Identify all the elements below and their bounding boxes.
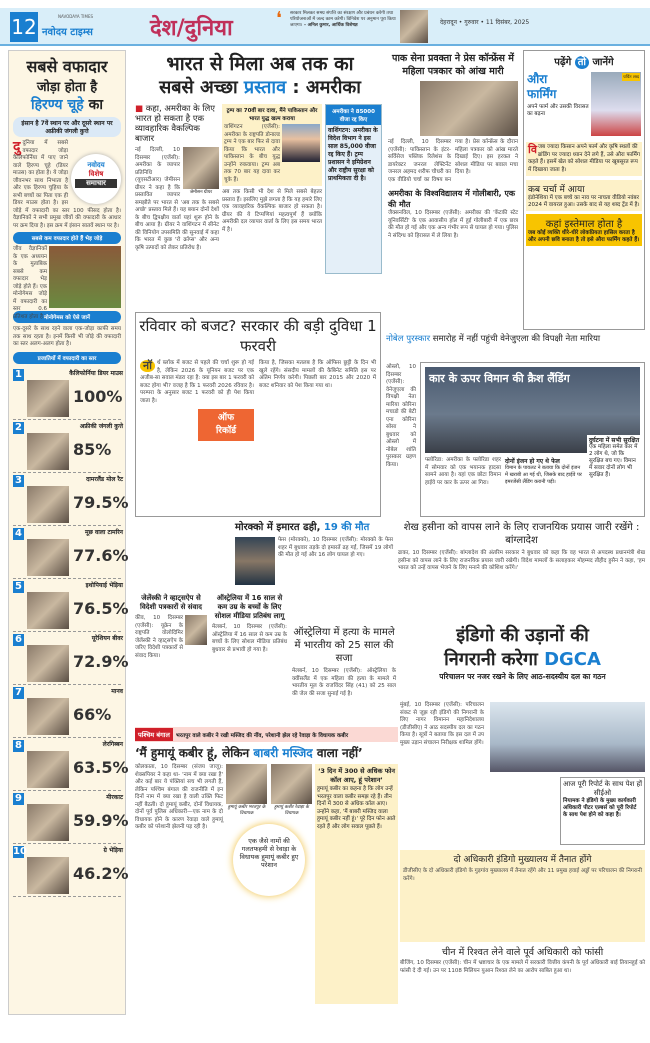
rank-name: अफ्रीकी जंगली कुत्ते <box>79 422 123 430</box>
rank-name: इथोपियाई भेड़िया <box>85 581 123 589</box>
rank-item <box>13 685 121 738</box>
rank-item <box>13 738 129 791</box>
budget-box <box>135 312 381 517</box>
indigo-headline-2: निगरानी करेगा DGCA <box>444 649 601 670</box>
crash-sub-text: विमान के पायलट ने बताया कि दोनों इंजन में खराबी आ गई थी, जिसके बाद हाईवे पर इमरजेंसी लैंडिंग करानी पड़ी। <box>505 465 582 485</box>
greer-figure <box>183 147 219 195</box>
hasina-story <box>398 521 645 621</box>
zelensky-story <box>135 594 207 722</box>
author-photo <box>400 10 428 43</box>
special-news-badge: नवोदय विशेष समाचार <box>71 154 121 204</box>
pill-least-loyal: सबसे कम वफादार होते हैं भेड़ जोड़े <box>13 232 121 244</box>
indigo-body-2 <box>490 777 556 845</box>
china-body: बीजिंग, 10 दिसम्बर (एजेंसी): चीन में भ्रष्टाचार के एक मामले में सरकारी वित्तीय कंपनी के पूर्व अधिकारी बाई तियानहुई को फांसी दे दी गई। उन पर 1108 मिलियन युआन रिश्वत लेने का आरोप साबित हुआ था। <box>400 960 645 974</box>
indigo-headline-1: इंडिगो की उड़ानों की <box>456 625 589 646</box>
nobel-body: ओस्लो, 10 दिसम्बर (एजेंसी): वेनेजुएला की विपक्षी नेता मारिया कोरिना मचाडो की बेटी एना कोरिना सोसा ने बुधवार को ओस्लो में नोबेल शांति पुरस्कार ग्रहण किया। <box>386 364 416 468</box>
rank-name: ग्रे भेड़िया <box>103 846 123 854</box>
feature-deck: इंसान है 7वें स्थान पर और दूसरे स्थान पर अफ्रीकी जंगली कुत्ते <box>13 117 121 137</box>
rank-number: 2 <box>13 422 24 434</box>
zelensky-headline: जेलेंस्की ने व्हाट्सऐप से विदेशी पत्रकारों से संवाद <box>140 594 202 611</box>
rank-percent: 46.2% <box>73 863 129 883</box>
morocco-headline: मोरक्को में इमारत ढही, 19 की मौत <box>235 522 370 533</box>
trump-box: ट्रम्प का 70वीं बार दावा, मैंने पाकिस्तान और भारत युद्ध खत्म कराया वाशिंगटन (एजेंसी): अमरीका के राष्ट्रपति डोनाल्ड ट्रम्प ने एक बार फिर से दावा किया कि भारत और पाकिस्तान के बीच युद्ध उन्होंने रुकवाया। ट्रम्प अब तक 70 बार यह दावा कर चुके हैं। <box>222 104 322 186</box>
pak-story <box>388 52 518 328</box>
aus16-body: मेलबर्न, 10 दिसम्बर (एजेंसी): ऑस्ट्रेलिया में 16 साल से कम उम्र के बच्चों के लिए सोशल मीडिया प्रतिबंध बुधवार से प्रभावी हो गया है। <box>212 624 287 653</box>
budget-body: नॉ र्थ ब्लॉक में बजट से पहले की चर्चा शुरू हो गई है, लेकिन 2026 के यूनियन बजट पर एक अजीब-सा सवाल मंडरा रहा है: क्या इस बार 1 फरवरी को बजट होगा भी? वजह है कि 1 फरवरी 2026 रविवार है। परम्परा के अनुसार बजट 1 फरवरी को ही पेश किया जाता है। <box>140 359 254 404</box>
rank-number: 10 <box>13 845 27 857</box>
lead-body: नई दिल्ली, 10 दिसम्बर (एजेंसी): अमरीका के व्यापार प्रतिनिधि (यूएसटीआर) जेमीसन ग्रीयर ने कहा है कि प्रस्तावित व्यापार समझौते पर भारत से 'अब तक के सबसे अच्छे' प्रस्ताव मिले हैं। यह बयान दोनों देशों के बीच द्विपक्षीय वार्ता यहां शुरू होने के बीच आया है। ग्रीयर ने वाशिंगटन में सीनेट की विनियोग उपसमिति की सुनवाई में कहा कि भारत में कुछ 'रो क्रॉप्स' और अन्य कृषि उत्पादों को लेकर प्रतिरोध है। <box>135 147 219 251</box>
topic-caption: अपने फार्म और उसकी विरासत का बढ़ना <box>527 104 589 117</box>
crash-sub: दोनों इंजन हो गए थे फेल <box>505 458 560 465</box>
knowledge-box <box>523 50 645 330</box>
trump-photo <box>282 124 320 162</box>
aus-murder-body: मेलबर्न, 10 दिसम्बर (एजेंसी): ऑस्ट्रेलिया के क्वींसलैंड में एक महिला की हत्या के मामले में भारतीय मूल के राजविंदर सिंह (41) को 25 साल की जेल की सजा सुनाई गई है। <box>292 668 396 697</box>
greer-caption: जेमीसन ग्रीयर <box>189 190 213 195</box>
indigo-deck: परिचालन पर नजर रखने के लिए आठ-सदस्यीय दल का गठन <box>439 672 606 681</box>
pak-body: नई दिल्ली, 10 दिसम्बर (एजेंसी): पाकिस्तान के इंटर-सर्विसेज पब्लिक रिलेशंस के डायरेक्टर जनरल लेफ्टिनेंट जनरल अहमद शरीफ चौधरी का एक वीडियो चर्चा का विषय बन गया है। प्रेस कॉन्फ्रेंस के दौरान महिला पत्रकार को आंख मारते दिखाई दिए। इस हरकत ने सोशल मीडिया पर बवाल मचा दिया है। <box>388 139 518 183</box>
section-title: देश/दुनिया <box>150 16 233 41</box>
crash-sub-wrap <box>505 457 583 515</box>
crash-box <box>420 362 645 517</box>
rank-name: कैलिफोर्निया डियर माउस <box>69 369 123 377</box>
pak-headline: पाक सेना प्रवक्ता ने प्रेस कॉन्फ्रेंस में महिला पत्रकार को आंख मारी <box>392 53 514 77</box>
crash-side: दुर्घटना में सभी सुरक्षित एक महिला समेत कार में 2 लोग थे, जो कि सुरक्षित बच गए। विमान में सवार दोनों लोग भी सुरक्षित हैं। <box>587 435 642 514</box>
quote-icon: ❛ <box>276 8 282 29</box>
mono-text: एक-दूसरे के साथ रहने वाला एक-जोड़ा काफी समय तक साथ रहता है। इनमें किसी भी जोड़े की वफादारी का स्तर अलग-अलग होता है। <box>13 326 121 347</box>
kabir-rewada-photo <box>271 764 312 804</box>
rank-name: लेरगिब्बन <box>102 740 123 748</box>
rank-item <box>13 632 129 685</box>
rank-number: 8 <box>13 740 24 752</box>
animal-photo <box>27 380 69 417</box>
rank-item <box>13 420 121 473</box>
greer-photo <box>183 147 219 189</box>
rank-percent: 77.6% <box>73 545 129 565</box>
bengal-strap: पश्चिम बंगाल भरतपुर वाले कबीर ने रखी मस्जिद की नींव, परेशानी झेल रहे रेवाड़ा के विधायक कबीर <box>135 727 398 742</box>
crash-headline: कार के ऊपर विमान की क्रैश लैंडिंग <box>429 372 570 385</box>
rank-name: मूछ वाला टामरिन <box>85 528 123 536</box>
sheep-photo <box>49 246 121 308</box>
indigo-body: मुंबई, 10 दिसम्बर (एजेंसी): परिचालन संकट से जूझ रही इंडिगो की निगरानी के लिए नागर विमानन महानिदेशालय (डीजीसीए) ने आठ सदस्यीय दल का गठन किया है। सूत्रों ने बताया कि इस दल में उप मुख्य उड़ान संचालन निरीक्षक शामिल होंगे। <box>400 702 484 746</box>
ceo-report-box: आज पूरी रिपोर्ट के साथ पेश हों सीईओ नियामक ने इंडिगो के मुख्य कार्यकारी अधिकारी पीटर एल्बर्स को पूरी रिपोर्ट के साथ पेश होने को कहा है। <box>560 777 645 845</box>
lead-story <box>135 52 385 310</box>
pull-quote: एक जैसे नामों की गलतफहमी से रेवाड़ा के विधायक हुमायूं कबीर हुए परेशान <box>233 824 305 896</box>
morocco-body: फेस (मोरक्को), 10 दिसम्बर (एजेंसी): मोरक्को के फेस शहर में बुधवार तड़के दो इमारतें ढह गईं, जिसमें 19 लोगों की मौत हो गई और 16 लोग घायल हो गए। <box>278 537 393 558</box>
when-head: कब चर्चा में आया <box>528 185 585 195</box>
rank-name: दामरलैंड मोल रैट <box>86 475 123 483</box>
crash-body: फ्लोरिडा: अमरीका के फ्लोरिडा शहर में सोमवार को एक भयानक हादसा सामने आया है। यहां एक छोटा विमान हाईवे पर कार के ऊपर आ गिरा। <box>425 457 501 486</box>
aus-murder-story <box>292 626 396 722</box>
rank-number: 5 <box>13 581 24 593</box>
rank-item <box>13 473 129 526</box>
china-story <box>400 945 645 1017</box>
animal-photo <box>27 857 69 894</box>
lead-headline-1: भारत से मिला अब तक का <box>166 53 354 75</box>
rank-percent: 72.9% <box>73 651 129 671</box>
indigo-sub-box: दो अधिकारी इंडिगो मुख्यालय में तैनात होंगे डीजीसीए के दो अधिकारी इंडिगो के गुड़गांव मुख्यालय में तैनात रहेंगे और 11 प्रमुख हवाई अड्डों पर परिचालन की निगरानी करेंगे। <box>400 850 645 942</box>
rank-item <box>13 844 129 897</box>
animal-photo <box>27 804 69 841</box>
rank-percent: 66% <box>73 704 112 724</box>
sheep-text: जीव वैज्ञानिकों के एक अध्ययन के मुताबिक सबसे कम वफादार भेड़ जोड़े होते हैं। एक मोनोगेमस जोड़े में वफादारी का स्तर 0.6 प्रतिशत होता है। <box>13 246 47 320</box>
animal-photo <box>27 486 69 523</box>
aus16-story <box>212 594 287 722</box>
budget-body-2: किया है, जिसका मतलब है कि ऑफिस छुट्टी के दिन भी खुले रहेंगे। संसदीय मामलों की कैबिनेट समिति इस पर अंतिम निर्णय करेगी। पिछली बार 2015 और 2020 में बजट शनिवार को पेश किया गया था। <box>259 360 376 389</box>
topic-tag: चर्चित शब्द <box>623 74 639 79</box>
zelensky-photo <box>185 615 207 645</box>
when-text: इंडोनेशिया में एक बच्चे का नाव पर नाचता वीडियो नवंबर 2024 में वायरल हुआ। उसके बाद से यह शब्द ट्रेंड में है। <box>528 195 640 208</box>
pak-body-intro <box>388 81 418 136</box>
caption-1: हुमायूं कबीर भरतपुर के विधायक <box>227 805 266 816</box>
knowledge-title: पढ़ेंगे तो जानेंगे <box>554 57 614 68</box>
feature-body: दुदुनिया में सबसे वफादार जोड़ा कैलिफोर्निया में पाए जाने वाले हिरण्य चूहे (डियर माउस) का होता है। ये जोड़ा जीवनभर साथ निभाता है और एक हिरण्य चुहिया के सभी बच्चों का पिता एक ही डियर माउस होता है। इस जोड़े में वफादारी का स्तर 100 फीसद होता है। वैज्ञानिकों ने सभी प्रमुख जीवों की वफादारी के आधार पर क्रम दिया है। इस क्रम में इंसान सातवें स्थान पर है। <box>13 139 121 229</box>
dateline: देहरादून • गुरुवार • 11 दिसंबर, 2025 <box>440 19 530 26</box>
kabir-bharatpur-photo <box>226 764 267 804</box>
paper-logo-small: NAVODAYA TIMES <box>58 14 94 19</box>
animal-photo <box>27 539 69 576</box>
animal-photo <box>27 751 69 788</box>
rank-number: 1 <box>13 369 24 381</box>
rank-name: मानव <box>111 687 123 695</box>
rank-item <box>13 579 129 632</box>
aura-photo <box>591 72 641 136</box>
bengal-story <box>135 727 398 1019</box>
rank-number: 3 <box>13 475 24 487</box>
where-head: कहां इस्तेमाल होता है <box>545 219 623 230</box>
china-headline: चीन में रिश्वत लेने वाले पूर्व अधिकारी को फांसी <box>441 947 604 958</box>
rank-item <box>13 367 121 420</box>
hasina-body: ढाका, 10 दिसम्बर (एजेंसी): बांग्लादेश की अंतरिम सरकार ने बुधवार को कहा कि वह भारत से अपदस्थ प्रधानमंत्री शेख हसीना को वापस लाने के लिए राजनयिक प्रयास जारी रखेगी। विदेश मामलों के सलाहकार मोहम्मद तौहीद हुसैन ने कहा, 'हम भारत को उन्हें वापस भेजने के लिए मनाने की कोशिश करेंगे।' <box>398 550 645 571</box>
bengal-headline: ‘मैं हुमायूं कबीर हूं, लेकिन बाबरी मस्जिद वाला नहीं’ <box>135 746 363 760</box>
indigo-plane-photo <box>490 702 645 772</box>
indigo-head-block <box>400 624 645 700</box>
rank-name: मीरकाट <box>106 793 123 801</box>
feature-title-2: जोड़ा होता है <box>36 80 98 95</box>
page-number: 12 <box>10 12 38 42</box>
lead-body-2: अब तक किसी भी देश से मिले सबसे बेहतर प्रस्ताव हैं। इसलिए मुझे लगता है कि यह हमारे लिए एक व्यावहारिक वैकल्पिक बाजार हो सकता है। ग्रीयर की ये टिप्पणियां महत्वपूर्ण हैं क्योंकि अमरीकी दल व्यापार वार्ता के लिए इस समय भारत में है। <box>222 189 322 233</box>
rank-percent: 63.5% <box>73 757 129 777</box>
morocco-photo <box>235 537 275 585</box>
bengal-body: कोलकाता, 10 दिसम्बर (संजय जाजू): शेक्सपियर ने कहा था- 'नाम में क्या रखा है' और कई बार ये पंक्तियां सच भी लगती हैं, लेकिन पश्चिम बंगाल की राजनीति में इन दिनों नाम में क्या रखा है वाली उक्ति फिट नहीं बैठती। दो हुमायूं कबीर, दोनों विधायक, दोनों पूर्व पुलिस अधिकारी—एक नाम के दो विधायक होने के कारण रेवाड़ा वाले हुमायूं कबीर को परेशानी झेलनी पड़ रही है। <box>135 764 223 830</box>
usa-headline: अमरीका के विश्वविद्यालय में गोलीबारी, एक की मौत <box>388 189 516 209</box>
rank-item <box>13 791 129 844</box>
hasina-headline: शेख हसीना को वापस लाने के लिए राजनयिक प्रयास जारी रखेंगे : बांग्लादेश <box>403 522 640 546</box>
caption-2: हुमायूं कबीर रेवाड़ा के विधायक <box>274 805 309 816</box>
rank-percent: 85% <box>73 439 112 459</box>
ranking-list <box>13 367 129 897</box>
topic-2: फार्मिंग <box>527 87 557 101</box>
topic-1: औरा <box>527 72 548 86</box>
rank-percent: 76.5% <box>73 598 129 618</box>
nobel-headline: नोबेल पुरस्कार समारोह में नहीं पहुंची वेनेजुएला की विपक्षी नेता मारिया <box>386 334 601 344</box>
lead-headline-2: सबसे अच्छा प्रस्ताव : अमरीका <box>159 77 361 98</box>
rank-number: 7 <box>13 687 24 699</box>
rank-item <box>13 526 129 579</box>
lead-kicker: ■ कहा, अमरीका के लिए भारत हो सकता है एक व्यावहारिक वैकल्पिक बाजार <box>135 104 215 144</box>
phone-calls-box: ‘3 दिन में 300 से अधिक फोन कॉल आए, हूं परेशान’ हुमायूं कबीर का कहना है कि लोग उन्हें भरतपुर वाला कबीर समझ रहे हैं। तीन दिनों में 300 से अधिक कॉल आए। उन्होंने कहा, 'मैं बाबरी मस्जिद वाला हुमायूं कबीर नहीं हूं।' पूरे दिन फोन आते रहते हैं और लोग सवाल पूछते हैं। <box>315 764 398 1004</box>
pill-monogamous: मोनोगेमस को ऐसे जानें <box>13 311 121 323</box>
budget-headline: रविवार को बजट? सरकार की बड़ी दुविधा 1 फरवरी <box>139 317 377 355</box>
animal-photo <box>27 645 69 682</box>
feature-title-3: हिरण्य चूहे <box>30 97 84 113</box>
rank-number: 4 <box>13 528 24 540</box>
aus-murder-headline: ऑस्ट्रेलिया में हत्या के मामले में भारतीय को 25 साल की सजा <box>293 627 395 664</box>
aus16-headline: ऑस्ट्रेलिया में 16 साल से कम उम्र के बच्चों के लिए सोशल मीडिया प्रतिबंध लागू <box>214 594 285 620</box>
paper-logo: नवोदय टाइम्स <box>42 27 93 38</box>
rank-percent: 100% <box>73 386 123 406</box>
rank-number: 9 <box>13 793 24 805</box>
animal-photo <box>27 592 69 629</box>
rank-percent: 79.5% <box>73 492 129 512</box>
visa-box: अमरीका ने 85000 वीजा रद्द किए वाशिंगटन: अमरीका के विदेश विभाग ने इस साल 85,000 वीजा रद्द किए हैं। ट्रम्प प्रशासन ने इमिग्रेशन और राष्ट्रीय सुरक्षा को प्राथमिकता दी है। <box>325 104 382 274</box>
where-text: जब कोई व्यक्ति धीरे-धीरे लोकप्रियता हासिल करता है और अपनी छवि बनाता है तो इसे औरा फार्मिंग कहते हैं। <box>528 230 640 243</box>
aura-body: विजब ज्यादा किसान अपने फार्म और कृषि स्थलों की ब्रांडिंग पर ज्यादा ध्यान देने लगे हैं, उसे औरा फार्मिंग कहते हैं। इसमें खेत को सोशल मीडिया पर खूबसूरत रूप में दिखाया जाता है। <box>526 142 642 176</box>
animal-photo <box>27 698 69 735</box>
morocco-story <box>235 521 393 591</box>
masthead-quote: सरकार मिलकर समग्र संपत्ति का संरक्षण और प्रबंधन करेगी तथा परियोजनाओं में जल्द काम करेगी। विनिवेश पर अनुमान पूरा किया जाएगा। – अनिल कुमार, आर्थिक विशेषज्ञ <box>290 11 396 28</box>
pill-ranking: प्रजातियों में वफादारी का स्तर <box>13 352 121 364</box>
feature-title-3b: का <box>88 97 104 113</box>
feature-box <box>8 50 129 1015</box>
pak-photo <box>420 81 518 136</box>
rank-percent: 59.9% <box>73 810 129 830</box>
rank-number: 6 <box>13 634 24 646</box>
zelensky-body: कीव, 10 दिसम्बर (एजेंसी): यूक्रेन के राष्ट्रपति वोलोदिमिर जेलेंस्की ने व्हाट्सऐप के जरिए विदेशी पत्रकारों से संवाद किया। <box>135 615 183 659</box>
off-record-badge: ऑफ रिकॉर्ड <box>198 409 254 441</box>
rank-name: यूरेशियन बीवर <box>91 634 123 642</box>
feature-title-1: सबसे वफादार <box>26 57 108 76</box>
usa-body: जैक्सनविल, 10 दिसम्बर (एजेंसी): अमरीका की 'केंटकी स्टेट यूनिवर्सिटी' के एक आवासीय हॉल में हुई गोलीबारी में एक छात्र की मौत हो गई और एक अन्य गंभीर रूप से घायल हो गया। पुलिस ने संदिग्ध को हिरासत में ले लिया है। <box>388 210 519 239</box>
animal-photo <box>27 433 69 470</box>
